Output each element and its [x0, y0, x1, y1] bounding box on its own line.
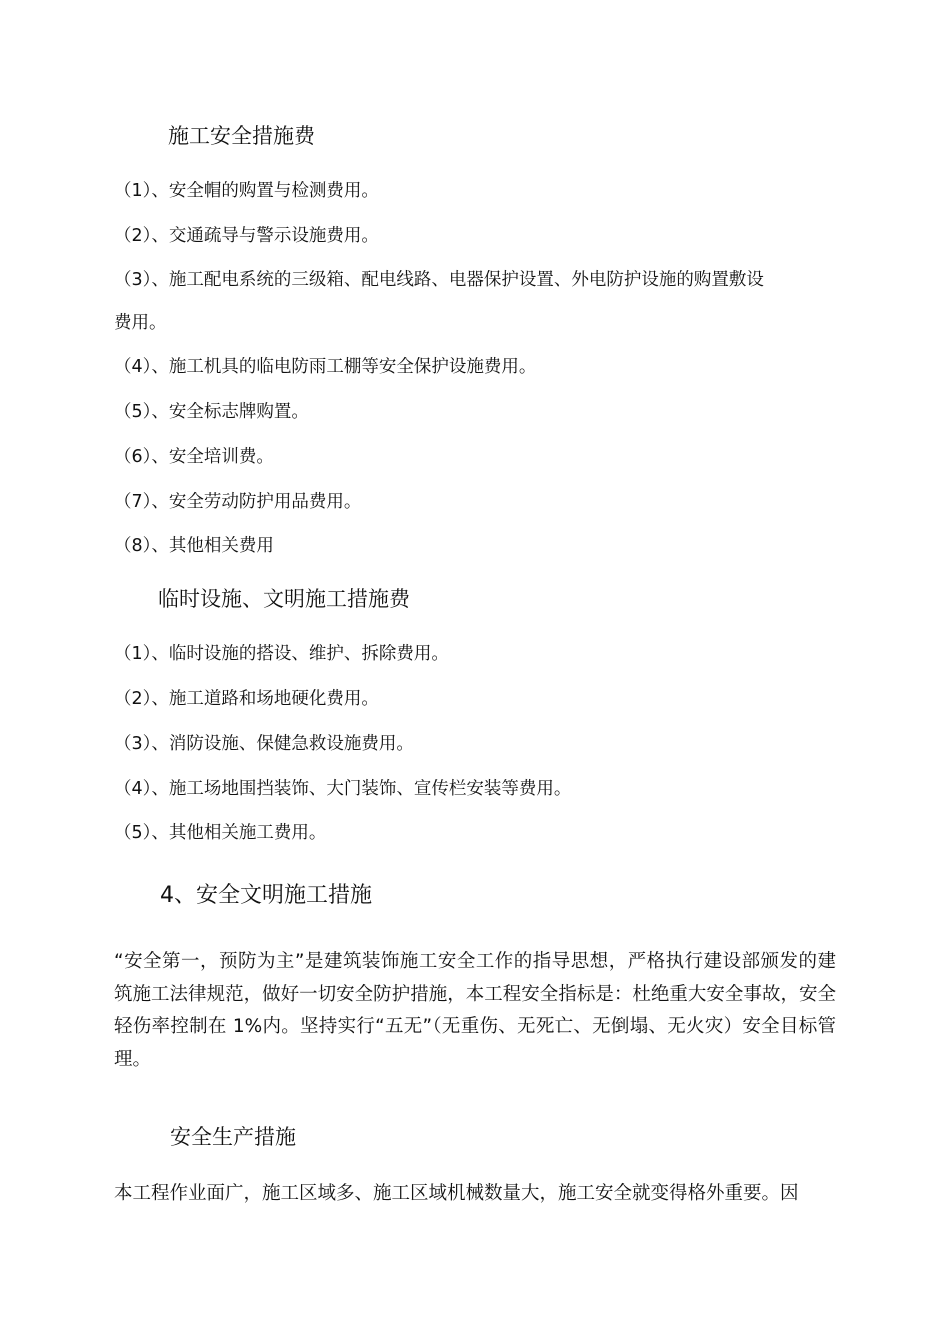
list-item-safety-2: （2）、交通疏导与警示设施费用。: [114, 226, 379, 246]
section4-paragraph: “安全第一，预防为主”是建筑装饰施工安全工作的指导思想，严格执行建设部颁发的建筑施工法律规范，做好一切安全防护措施，本工程安全指标是：杜绝重大安全事故，安全轻伤率控制在 1%内。坚持实行“五无”（无重伤、无死亡、无倒塌、无火灾）安全目标管理。: [114, 951, 836, 1070]
list-item-temp-5: （5）、其他相关施工费用。: [114, 823, 327, 843]
section-title-production: 安全生产措施: [170, 1125, 296, 1149]
list-item-safety-4: （4）、施工机具的临电防雨工棚等安全保护设施费用。: [114, 357, 537, 377]
section-title-safety-fee: 施工安全措施费: [168, 124, 315, 148]
list-item-temp-3: （3）、消防设施、保健急救设施费用。: [114, 734, 414, 754]
list-item-safety-3-continued: 费用。: [114, 313, 167, 333]
list-item-temp-1: （1）、临时设施的搭设、维护、拆除费用。: [114, 644, 449, 664]
list-item-safety-1: （1）、安全帽的购置与检测费用。: [114, 181, 379, 201]
list-item-safety-3: （3）、施工配电系统的三级箱、配电线路、电器保护设置、外电防护设施的购置敷设: [114, 270, 764, 290]
list-item-temp-4: （4）、施工场地围挡装饰、大门装饰、宣传栏安装等费用。: [114, 779, 572, 799]
section-title-4: 4、安全文明施工措施: [160, 883, 372, 908]
list-item-safety-5: （5）、安全标志牌购置。: [114, 402, 309, 422]
production-paragraph: 本工程作业面广，施工区域多、施工区域机械数量大，施工安全就变得格外重要。因: [114, 1183, 799, 1204]
section-title-temp-fee: 临时设施、文明施工措施费: [158, 587, 410, 611]
list-item-safety-8: （8）、其他相关费用: [114, 536, 274, 556]
list-item-safety-6: （6）、安全培训费。: [114, 447, 274, 467]
list-item-safety-7: （7）、安全劳动防护用品费用。: [114, 492, 362, 512]
list-item-temp-2: （2）、施工道路和场地硬化费用。: [114, 689, 379, 709]
